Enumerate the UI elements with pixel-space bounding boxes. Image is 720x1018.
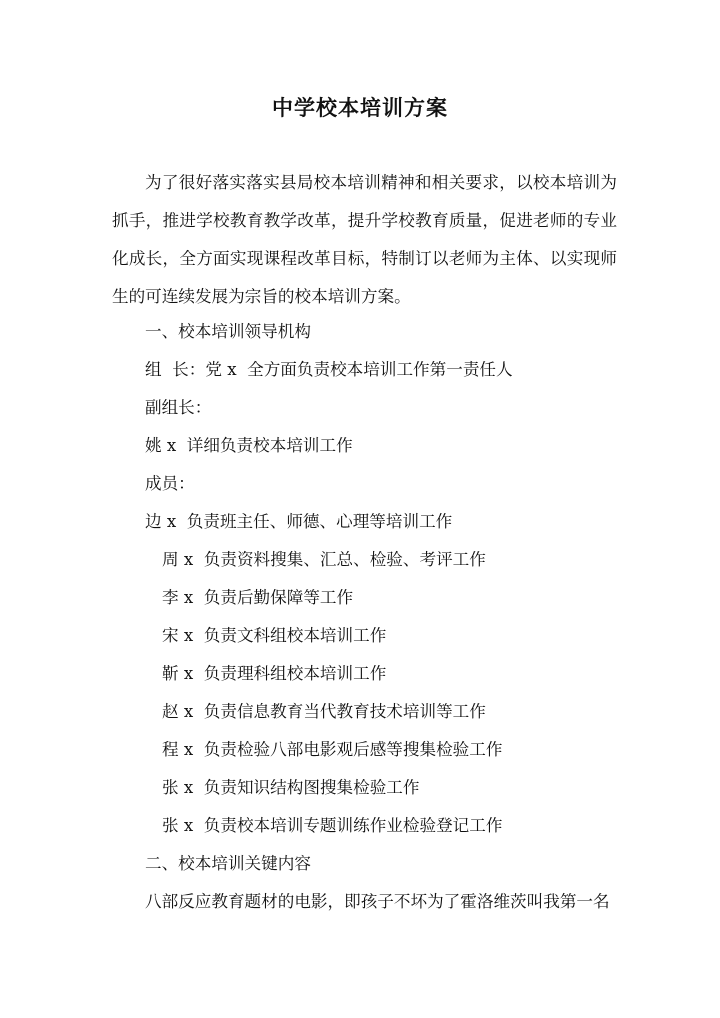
- section-1-heading: 一、校本培训领导机构: [145, 322, 311, 341]
- members-label: 成员：: [145, 474, 195, 493]
- deputy-line: 姚 x 详细负责校本培训工作: [145, 436, 353, 455]
- member-line: 李 x 负责后勤保障等工作: [162, 588, 354, 607]
- section-2-text: 八部反应教育题材的电影，即孩子不坏为了霍洛维茨叫我第一名: [145, 892, 610, 911]
- member-line: 张 x 负责校本培训专题训练作业检验登记工作: [162, 816, 503, 835]
- member-line: 张 x 负责知识结构图搜集检验工作: [162, 778, 420, 797]
- member-line: 靳 x 负责理科组校本培训工作: [162, 664, 387, 683]
- member-line: 周 x 负责资料搜集、汇总、检验、考评工作: [162, 550, 486, 569]
- deputy-label: 副组长：: [145, 398, 212, 417]
- member-line: 边 x 负责班主任、师德、心理等培训工作: [145, 512, 453, 531]
- intro-paragraph: 为了很好落实落实县局校本培训精神和相关要求，以校本培训为抓手，推进学校教育教学改革，提升学校教育质量，促进老师的专业化成长，全方面实现课程改革目标，特制订以老师为主体、以实现师生的可连续发展为宗旨的校本培训方案。: [112, 173, 617, 306]
- member-line: 宋 x 负责文科组校本培训工作: [162, 626, 387, 645]
- section-2-heading: 二、校本培训关键内容: [145, 854, 311, 873]
- member-line: 程 x 负责检验八部电影观后感等搜集检验工作: [162, 740, 503, 759]
- member-line: 赵 x 负责信息教育当代教育技术培训等工作: [162, 702, 486, 721]
- leader-line: 组 长：党 x 全方面负责校本培训工作第一责任人: [145, 360, 513, 379]
- document-title: 中学校本培训方案: [272, 95, 448, 120]
